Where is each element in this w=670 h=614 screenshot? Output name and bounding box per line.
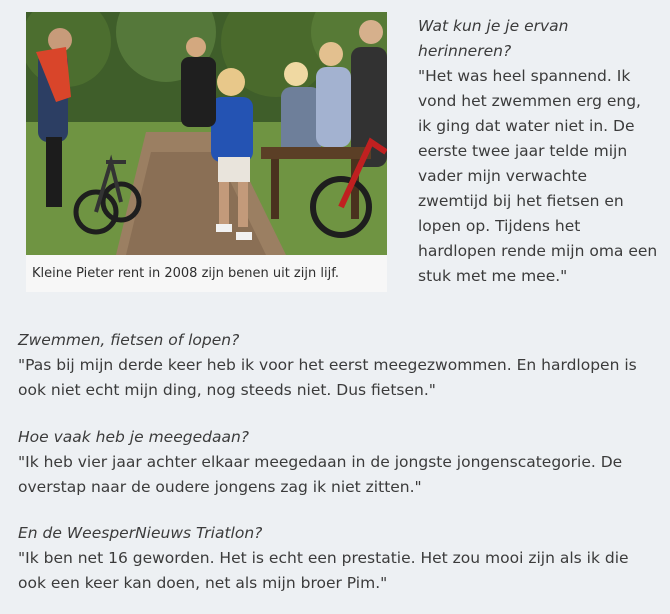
answer-line: ik ging dat water niet in. De [418, 117, 635, 135]
qa-memories [418, 14, 663, 289]
answer-line: "Ik ben net 16 geworden. Het is echt een prestatie. Het zou mooi zijn als ik die [18, 549, 629, 567]
answer-line: vond het zwemmen erg eng, [418, 92, 641, 110]
question-line: herinneren? [418, 42, 512, 60]
answer-line: stuk met me mee." [418, 267, 568, 285]
answer-line: ook niet echt mijn ding, nog steeds niet. Dus fietsen." [18, 381, 436, 399]
answer-line: overstap naar de oudere jongens zag ik niet zitten." [18, 478, 422, 496]
photo-figure [26, 12, 387, 292]
question-line: Wat kun je je ervan [418, 17, 569, 35]
answer-line: vader mijn verwachte [418, 167, 588, 185]
answer-line: lopen op. Tijdens het [418, 217, 581, 235]
question: Hoe vaak heb je meegedaan? [18, 428, 250, 446]
answer-line: "Pas bij mijn derde keer heb ik voor het eerst meegezwommen. En hardlopen is [18, 356, 637, 374]
qa-triatlon [18, 521, 658, 596]
answer-line: zwemtijd bij het fietsen en [418, 192, 624, 210]
answer-line: "Ik heb vier jaar achter elkaar meegedaan in de jongste jongenscategorie. De [18, 453, 623, 471]
qa-participation [18, 425, 658, 500]
race-photo [26, 12, 387, 255]
answer-line: ook een keer kan doen, net als mijn broer Pim." [18, 574, 388, 592]
answer-line: "Het was heel spannend. Ik [418, 67, 631, 85]
photo-caption: Kleine Pieter rent in 2008 zijn benen uit zijn lijf. [32, 266, 339, 281]
answer-line: eerste twee jaar telde mijn [418, 142, 628, 160]
question: Zwemmen, fietsen of lopen? [18, 331, 240, 349]
question: En de WeesperNieuws Triatlon? [18, 524, 263, 542]
answer-line: hardlopen rende mijn oma een [418, 242, 658, 260]
qa-discipline [18, 328, 658, 403]
